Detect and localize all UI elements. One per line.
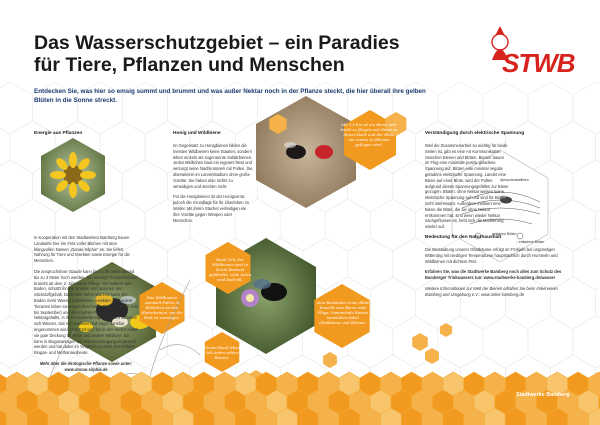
column-electric-heading: Verständigung durch elektrische Spannung: [425, 131, 525, 136]
diagram-label-side: – entladene Blüten: [516, 240, 545, 244]
orange-note-hex: [323, 352, 337, 368]
column-electric: [425, 131, 569, 303]
column-honey-heading: Honig und Wildbiene: [173, 131, 221, 136]
orange-filler-hex: [412, 333, 428, 351]
photo-hex-bees-ground: [256, 96, 356, 208]
column-energy-p2: Die anspruchslose Staude kann bis zu 30 Jahre alt und bis zu 3 Meter hoch werden. Sie verträgt Trockenheit und braucht ab dem 2. Jahr kaum Pflege. Sie bedeckt den Boden, schützt ihn vor Erosion und reduziert den Stickstoffgehalt. Dank ihrer tiefen Wurzeln kann der Boden mehr Wasser aufnehmen. Insekten und andere Tierarten leben sie wegen ihrer lange Blühzeit (Ende Juni bis September) und ihres hohen Pollen- und Nektargehalts. In ihren becherförmigen Blättern sammelt sich Wasser, das von Insekten und Vögel dankbar angenommen wird. Vom Frühjahr bis in den Herbst bietet sie gute Deckung für Rehe und andere Wildtiere. Sie kann in Biogasanlagen zur Wärmeerzeugung eingesetzt werden und hat dabei im Vergleich zu Mais eine höhere Biogas- und Methanausbeute.: [34, 268, 138, 356]
hex-note-5: Deutschland leben 560 Arten wilder Bienen.: [204, 345, 240, 360]
column-info-p4: Weitere Informationen zur Welt der Bienen erhalten Sie beim Imkerverein Bamberg und Umgebung e.V.: www.imker-bamberg.de: [425, 285, 558, 297]
column-honey: [173, 131, 253, 228]
page-title-line-2: für Tiere, Pflanzen und Menschen: [34, 54, 345, 76]
hex-note-3: Rund 30% der Wildbienen sind in ihrem Bestand gefährdet, viele Arten sind bedroht.: [208, 257, 252, 282]
diagram-label-bottom: geladene Blüten: [492, 232, 517, 236]
column-energy: [34, 131, 138, 378]
column-info-p3: Erfahren Sie, was die Stadtwerke Bamberg noch alles zum Schutz des Bamberger Trinkwassers tun: www.stadtwerke-bamberg.de/wasser: [425, 269, 562, 281]
column-nature-p2: Die Bestäubung unserer Obstbäume erfolgt im Frühjahr bei ungünstiger Witterung mit niedrigen Temperaturen hauptsächlich durch Hummeln und Wildbienen mit dichtem Pelz.: [425, 246, 558, 264]
hex-note-4: Das Wildbienen sammelt Pollen in Körbchen an den Hinterbeinen, um die Brut zu versorgen.: [141, 295, 183, 320]
footer-brand: Stadtwerke Bamberg: [516, 392, 570, 398]
column-energy-more: Mehr über die ökologische Pflanze sowie unter: www.donau-silphie.de: [39, 360, 133, 372]
diagram-label-top: Aperpotenziallinien: [500, 178, 529, 182]
orange-filler-hex: [440, 323, 452, 337]
hex-note-6: Zum Bestäuben einer Blüte braucht eine Biene viele Flüge. Sammelnde Bienen bestäuben dabei Obstbäume und Blumen.: [316, 300, 370, 325]
column-honey-p1: Im Gegensatz zu Honigbienen bilden die meisten Wildbienen keine Staaten, sondern leben einzeln als sogenannte Solitärbienen. Jedes Weibchen baut ein eigenes Nest und versorgt seine Nachkommen mit Pollen. Sie überwintern im Larvenstadium ohne große Vorräte. Sie haben also nichts zu verteidigen und stechen nicht.: [173, 143, 253, 189]
column-energy-heading: Energie aus Pflanzen: [34, 131, 83, 136]
column-electric-p1: Weil die Zusammenarbeit so wichtig für beide Seiten ist, gibt es eine Art Kommunikation zwischen Bienen und Blüten. Bienen bauen im Flug eine minimale positiv geladene Spannung auf, Blüten eine minimal negativ geladene elektrische Spannung. Landet eine Biene auf einer Blüte, wird der Pollen aufgrund dieses Spannungsgefälles zur Biene gezogen. Blüten: ohne Nektar weisen keine elektrische Spannung auf und sind für Bienen nicht interessant. Außerdem markiert eine Biene die Blüte, die sie ohne Nektar entkommen hat. Erst wenn wieder Nektar nachgeflossen ist, hebt sich die Markierung wieder auf.: [425, 143, 509, 230]
intro-text: Entdecken Sie, was hier so emsig summt und brummt und was außer Nektar noch in der Pflanze steckt, die hier überall ihre gelben Blüten in die Sonne streckt.: [34, 88, 426, 104]
orange-filler-hex: [425, 348, 439, 364]
column-nature-heading: Bedeutung für den Naturhaushalt: [425, 234, 502, 240]
purple-flower-icon: [241, 289, 259, 307]
stwb-logo-text: STWB: [502, 48, 575, 78]
page-title-line-1: Das Wasserschutzgebiet – ein Paradies: [34, 32, 400, 54]
column-energy-p1: In Kooperation mit den Stadtwerken Bamberg bauen Landwirte hier ein Feld voller Blumen mit dem klangvollen Namen „Donau-Silphie“ an. Sie liefert Nahrung für Tiere und Insekten sowie Energie für die Menschen.: [34, 235, 130, 264]
hex-note-1: Mit 1,5 km ist ein Biene sehr leicht zu fliegen und Biene zu ihrem Stock und der Blüte nur einem zu Blumen geflogen wird.: [340, 122, 398, 147]
column-honey-p2: Für die Honigbienen ist der Honigvorrat jedoch die Grundlage für ihr Überleben im Winter. Mit ihrem Stachel verteidigen sie ihre Vorräte gegen Wespen oder Menschen.: [173, 194, 250, 223]
